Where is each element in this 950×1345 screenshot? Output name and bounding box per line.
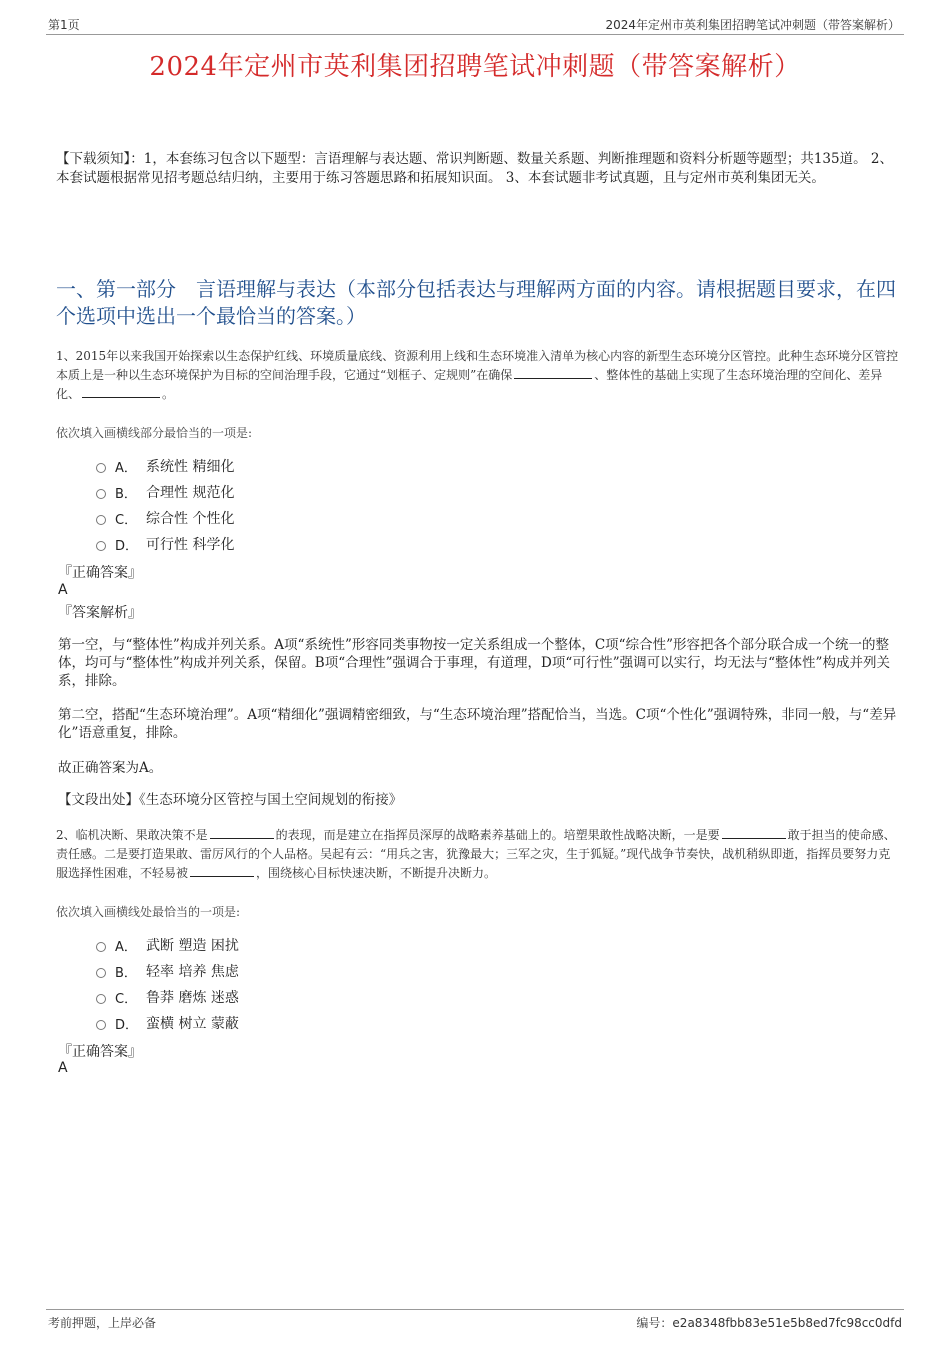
blank-line xyxy=(82,386,160,398)
page-footer xyxy=(46,1309,904,1334)
analysis-paragraph: 第二空，搭配“生态环境治理”。A项“精细化”强调精密细致，与“生态环境治理”搭配恰当，当选。C项“个性化”强调特殊，非同一般，与“差异化”语意重复，排除。 xyxy=(58,707,897,741)
radio-icon[interactable] xyxy=(96,463,106,473)
question-1-text: 1、2015年以来我国开始探索以生态保护红线、环境质量底线、资源利用上线和生态环境准入清单为核心内容的新型生态环境分区管控。此种生态环境分区管控本质上是一种以生态环境保护为目标的空间治理手段，它通过“划框子、定规则”在确保 、整体性的基础上实现了生态环境治理的空间化、差异化、 。 xyxy=(56,349,899,401)
answer-label: 『正确答案』 xyxy=(58,1044,142,1060)
option-a[interactable]: A． 武断 塑造 困扰 xyxy=(96,932,239,958)
radio-icon[interactable] xyxy=(96,994,106,1004)
download-notice: 【下载须知】：1，本套练习包含以下题型：言语理解与表达题、常识判断题、数量关系题、判断推理题和资料分析题等题型；共135道。 2、本套试题根据常见招考题总结归纳，主要用于练习答题思路和拓展知识面。 3、本套试题非考试真题，且与定州市英利集团无关。 xyxy=(56,151,893,186)
option-c[interactable]: C． 鲁莽 磨炼 迷惑 xyxy=(96,984,239,1010)
radio-icon[interactable] xyxy=(96,489,106,499)
question-1-instruction: 依次填入画横线部分最恰当的一项是: xyxy=(56,426,253,440)
analysis-paragraph: 第一空，与“整体性”构成并列关系。A项“系统性”形容同类事物按一定关系组成一个整体，C项“综合性”形容把各个部分联合成一个统一的整体，均可与“整体性”构成并列关系，保留。B项“合理性”强调合于事理，有道理，D项“可行性”强调可以实行，均无法与“整体性”构成并列关系，排除。 xyxy=(58,637,890,689)
option-c[interactable]: C． 综合性 个性化 xyxy=(96,505,234,531)
source-citation: 【文段出处】《生态环境分区管控与国土空间规划的衔接》 xyxy=(58,792,403,808)
question-1-options xyxy=(96,453,234,557)
answer-label: 『正确答案』 xyxy=(58,565,142,581)
option-d[interactable]: D． 蛮横 树立 蒙蔽 xyxy=(96,1010,239,1036)
radio-icon[interactable] xyxy=(96,942,106,952)
document-title: 2024年定州市英利集团招聘笔试冲刺题（带答案解析） xyxy=(149,52,801,82)
radio-icon[interactable] xyxy=(96,968,106,978)
radio-icon[interactable] xyxy=(96,541,106,551)
section-title: 一、第一部分 言语理解与表达（本部分包括表达与理解两方面的内容。请根据题目要求，在四个选项中选出一个最恰当的答案。） xyxy=(56,277,896,328)
option-d[interactable]: D． 可行性 科学化 xyxy=(96,531,234,557)
radio-icon[interactable] xyxy=(96,515,106,525)
blank-line xyxy=(722,827,786,839)
option-b[interactable]: B． 轻率 培养 焦虑 xyxy=(96,958,239,984)
option-a[interactable]: A． 系统性 精细化 xyxy=(96,453,234,479)
question-2-instruction: 依次填入画横线处最恰当的一项是: xyxy=(56,905,241,919)
analysis-label: 『答案解析』 xyxy=(58,605,142,621)
answer-value: A xyxy=(58,582,68,598)
question-2-text: 2、临机决断、果敢决策不是 的表现，而是建立在指挥员深厚的战略素养基础上的。培塑果敢性战略决断，一是要 敢于担当的使命感、责任感。二是要打造果敢、雷厉风行的个人品格。吴起有云：“用兵之害，犹豫最大；三军之灾，生于狐疑。”现代战争节奏快，战机稍纵即逝，指挥员要努力克服选择性困难，不轻易被 ，围绕核心目标快速决断，不断提升决断力。 xyxy=(56,828,896,880)
option-b[interactable]: B． 合理性 规范化 xyxy=(96,479,234,505)
footer-slogan: 考前押题，上岸必备 xyxy=(48,1316,157,1330)
footer-id: 编号：e2a8348fbb83e51e5b8ed7fc98cc0dfd xyxy=(636,1316,902,1330)
page-header xyxy=(46,14,904,35)
answer-value: A xyxy=(58,1060,68,1076)
page-number: 第1页 xyxy=(48,18,80,32)
analysis-conclusion: 故正确答案为A。 xyxy=(58,760,163,776)
header-doc-title: 2024年定州市英利集团招聘笔试冲刺题（带答案解析） xyxy=(605,18,900,32)
blank-line xyxy=(190,865,254,877)
question-2-options xyxy=(96,932,239,1036)
blank-line xyxy=(210,827,274,839)
radio-icon[interactable] xyxy=(96,1020,106,1030)
blank-line xyxy=(514,367,592,379)
